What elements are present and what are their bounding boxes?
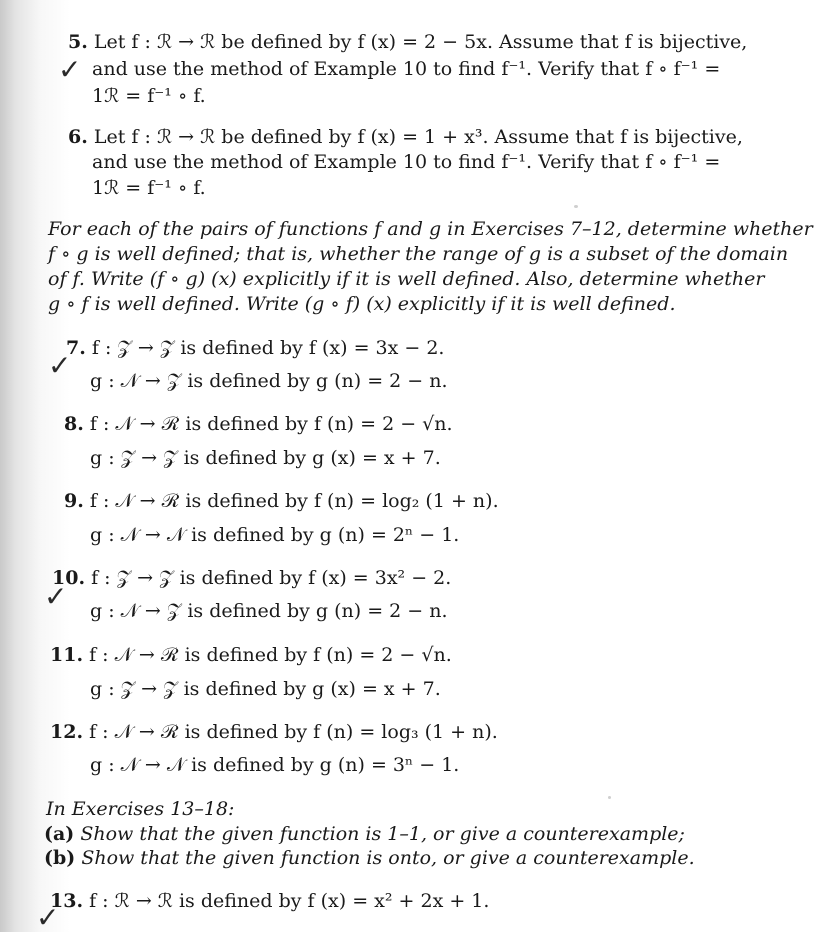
- instructions-13-18-part-b: [44, 846, 695, 870]
- instructions-13-18-heading: In Exercises 13–18:: [46, 798, 235, 820]
- exercise-10-g-line: g : 𝒩 → 𝒵 is defined by g (n) = 2 − n.: [90, 600, 448, 622]
- exercise-5-line-2: and use the method of Example 10 to find f⁻¹. Verify that f ∘ f⁻¹ =: [92, 58, 721, 80]
- exercise-5-line-3: 1ℛ = f⁻¹ ∘ f.: [92, 85, 206, 107]
- instructions-7-12-line-3: of f. Write (f ∘ g) (x) explicitly if it is well defined. Also, determine whether: [48, 268, 765, 290]
- handwritten-check-mark-icon: ✓: [58, 53, 82, 86]
- exercise-8-f-line: [64, 412, 453, 436]
- exercise-5-line-1: [68, 30, 747, 54]
- exercise-12-f-line: [50, 720, 498, 744]
- scan-speckle: [574, 205, 578, 208]
- exercise-12-f: f : 𝒩 → ℛ is defined by f (n) = log₃ (1 + n).: [89, 721, 498, 743]
- exercise-6-line-3: 1ℛ = f⁻¹ ∘ f.: [92, 177, 206, 199]
- exercise-12-number: 12.: [50, 721, 84, 743]
- exercise-11-number: 11.: [50, 644, 84, 666]
- handwritten-check-mark-icon: ✓: [48, 349, 72, 382]
- exercise-7-f: f : 𝒵 → 𝒵 is defined by f (x) = 3x − 2.: [91, 337, 445, 359]
- part-a-text: Show that the given function is 1–1, or give a counterexample;: [80, 823, 685, 845]
- exercise-5-text: Let f : ℛ → ℛ be defined by f (x) = 2 − 5x. Assume that f is bijective,: [93, 31, 748, 53]
- exercise-11-f-line: [50, 643, 452, 667]
- exercise-11-g-line: g : 𝒵 → 𝒵 is defined by g (x) = x + 7.: [90, 678, 441, 700]
- exercise-10-number: 10.: [52, 567, 86, 589]
- exercise-13-number: 13.: [50, 890, 84, 912]
- exercise-7-f-line: [66, 336, 444, 360]
- handwritten-check-mark-icon: ✓: [44, 580, 68, 613]
- exercise-6-text: Let f : ℛ → ℛ be defined by f (x) = 1 + x³. Assume that f is bijective,: [93, 126, 743, 148]
- exercise-8-g-line: g : 𝒵 → 𝒵 is defined by g (x) = x + 7.: [90, 447, 441, 469]
- exercise-6-line-2: and use the method of Example 10 to find f⁻¹. Verify that f ∘ f⁻¹ =: [92, 151, 721, 173]
- exercise-6-number: 6.: [68, 126, 88, 148]
- exercise-11-f: f : 𝒩 → ℛ is defined by f (n) = 2 − √n.: [89, 644, 452, 666]
- handwritten-check-mark-icon: ✓: [36, 901, 60, 934]
- instructions-7-12-line-2: f ∘ g is well defined; that is, whether the range of g is a subset of the domain: [48, 243, 789, 265]
- exercise-8-f: f : 𝒩 → ℛ is defined by f (n) = 2 − √n.: [89, 413, 453, 435]
- exercise-9-f-line: [64, 489, 499, 513]
- part-b-label: (b): [44, 847, 76, 869]
- exercise-9-g-line: g : 𝒩 → 𝒩 is defined by g (n) = 2ⁿ − 1.: [90, 524, 460, 546]
- exercise-5-number: 5.: [68, 31, 88, 53]
- part-a-label: (a): [44, 823, 75, 845]
- exercise-10-f: f : 𝒵 → 𝒵 is defined by f (x) = 3x² − 2.: [91, 567, 452, 589]
- exercise-13-text: f : ℛ → ℛ is defined by f (x) = x² + 2x + 1.: [89, 890, 490, 912]
- instructions-7-12-line-1: For each of the pairs of functions f and g in Exercises 7–12, determine whether: [48, 218, 813, 240]
- exercise-12-g-line: g : 𝒩 → 𝒩 is defined by g (n) = 3ⁿ − 1.: [90, 754, 460, 776]
- exercise-6-line-1: [68, 125, 743, 149]
- exercise-10-f-line: [52, 566, 451, 590]
- instructions-7-12-line-4: g ∘ f is well defined. Write (g ∘ f) (x) explicitly if it is well defined.: [48, 293, 676, 315]
- scan-speckle: [608, 796, 611, 799]
- exercise-9-f: f : 𝒩 → ℛ is defined by f (n) = log₂ (1 + n).: [89, 490, 499, 512]
- part-b-text: Show that the given function is onto, or give a counterexample.: [81, 847, 695, 869]
- exercise-7-g-line: g : 𝒩 → 𝒵 is defined by g (n) = 2 − n.: [90, 370, 448, 392]
- exercise-9-number: 9.: [64, 490, 84, 512]
- exercise-8-number: 8.: [64, 413, 84, 435]
- exercise-13-line: [50, 889, 489, 913]
- instructions-13-18-part-a: [44, 822, 685, 846]
- exercise-7-number: 7.: [66, 337, 86, 359]
